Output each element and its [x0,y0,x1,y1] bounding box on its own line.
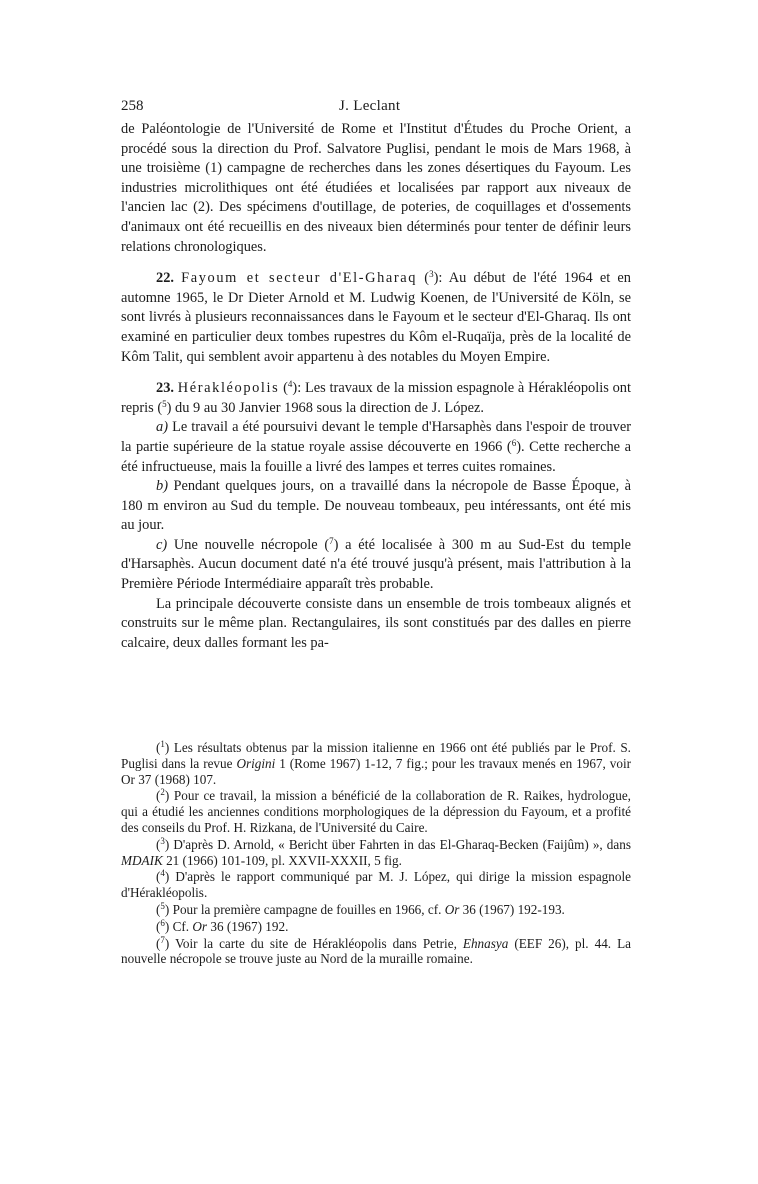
footnote-text: Pour la première campagne de fouilles en 1966, cf. [172,901,442,917]
running-author: J. Leclant [339,98,401,114]
section-22-number: 22. [156,270,174,287]
page-number: 258 [121,98,144,114]
footnote-italic: MDAIK [121,852,163,868]
note-ref: 3 [429,269,434,280]
footnote: ($^1$) Les résultats obtenus par la mission italienne en 1966 ont été publiés par le Prof. S. Puglisi dans la revue Origini 1 (Rome 1967) 1-12, 7 fig.; pour les travaux menés en 1967, voir Or 37 (1968) 107. [121,739,632,787]
item-a-text-end: . Cette recherche a été infructueuse, mais la fouille a livré des lampes et terres cuites romaines. [121,438,631,475]
footnote-mark: 7 [160,934,165,945]
footnote: ($^2$) Pour ce travail, la mission a bénéficié de la collaboration de R. Raikes, hydrologue, qui a étudié les anciennes conditions morphologiques de la dépression du Fayoum, et a profité des conseils du Prof. H. Rizkana, de l'Université du Caire. [121,787,631,835]
main-text [121,120,631,653]
footnote-mark: 1 [160,739,165,749]
section-22-title: Fayoum et secteur d'El-Gharaq [181,270,418,287]
running-header [121,98,631,120]
footnote-mark: 6 [160,917,165,928]
footnote-text: 21 (1966) 101-109, pl. XXVII-XXXII, 5 fig. [166,852,402,868]
section-23-intro-a: : Les travaux de la mission espagnole à Hérakléopolis ont repris [121,380,631,416]
footnotes [121,740,631,968]
section-22-paragraph: 22. Fayoum et secteur d'El-Gharaq ($^3$): Au début de l'été 1964 et en automne 1965, le Dr Dieter Arnold et M. Ludwig Koenen, de l'Université de Köln, se sont livrés à plusieurs reconnaissances dans le Fayoum et le secteur d'El-Gharaq. Ils ont examiné en particulier deux tombes rupestres du Kôm el-Ruqaïja, près de la localité de Kôm Talit, qui semblent avoir appartenu à des notables du Moyen Empire. [121,269,631,365]
note-ref: 6 [511,437,517,448]
footnote: ($^5$) Pour la première campagne de fouilles en 1966, cf. Or 36 (1967) 192-193. [156,900,565,917]
footnote: ($^3$) D'après D. Arnold, « Bericht über Fahrten in das El-Gharaq-Becken (Faijûm) », dans MDAIK 21 (1966) 101-109, pl. XXVII-XXXII, 5 fig. [121,835,631,868]
note-ref: 5 [162,398,167,409]
footnote-text: 36 (1967) 192-193. [462,901,565,917]
section-23-paragraph: 23. Hérakléopolis ($^4$): Les travaux de la mission espagnole à Hérakléopolis ont repris ($^5$) du 9 au 30 Janvier 1968 sous la direction de J. López. [121,379,631,416]
footnote: ($^6$) Cf. Or 36 (1967) 192. [156,917,289,934]
intro-paragraph: de Paléontologie de l'Université de Rome et l'Institut d'Études du Proche Orient, a procédé sous la direction du Prof. Salvatore Puglisi, pendant le mois de Mars 1968, à une troisième (1) campagne de recherches dans les zones désertiques du Fayoum. Les industries microlithiques ont été étudiées et localisées par rapport aux niveaux de l'ancien lac (2). Des spécimens d'outillage, de poteries, de coquillages et d'ossements d'animaux ont été recueillis en des niveaux bien déterminés pour tenter de définir leurs relations chronologiques. [121,121,631,255]
item-c-text: Une nouvelle nécropole [173,536,318,553]
footnote-text: (EEF 26), pl. 44. La nouvelle nécropole se trouve juste au Nord de la muraille romaine. [121,935,632,967]
footnote-mark: 3 [160,835,165,846]
footnote-text: Pour ce travail, la mission a bénéficié de la collaboration de R. Raikes, hydrologue, qui a étudié les anciennes conditions morphologiques de la dépression du Fayoum, et a profité des conseils du Prof. H. Rizkana, de l'Université du Caire. [121,788,631,835]
footnote-italic: Origini [236,755,276,771]
item-a-paragraph: a) Le travail a été poursuivi devant le temple d'Harsaphès dans l'espoir de trouver la partie supérieure de la statue royale assise découverte en 1966 ($^6$). Cette recherche a été infructueuse, mais la fouille a livré des lampes et terres cuites romaines. [121,419,631,475]
item-c-paragraph: c) Une nouvelle nécropole ($^7$) a été localisée à 300 m au Sud-Est du temple d'Harsaphès. Aucun document daté n'a été trouvé jusqu'à présent, mais l'attribution à la Première Période Intermédiaire apparaît très probable. [121,535,631,593]
section-23-intro-b: du 9 au 30 Janvier 1968 sous la direction de J. López. [175,399,484,416]
section-23-title: Hérakléopolis [177,380,280,397]
footnote: ($^4$) D'après le rapport communiqué par M. J. López, qui dirige la mission espagnole d'Hérakléopolis. [121,868,631,901]
footnote: ($^7$) Voir la carte du site de Hérakléopolis dans Petrie, Ehnasya (EEF 26), pl. 44. La nouvelle nécropole se trouve juste au Nord de la muraille romaine. [121,934,632,967]
item-b-paragraph [121,477,631,536]
section-22-text: : Au début de l'été 1964 et en automne 1965, le Dr Dieter Arnold et M. Ludwig Koenen, de l'Université de Köln, se sont livrés à plusieurs reconnaissances dans le Fayoum et le secteur d'El-Gharaq. Ils ont examiné en particulier deux tombes rupestres du Kôm el-Ruqaïja, près de la localité de Kôm Talit, qui semblent avoir appartenu à des notables du Moyen Empire. [121,270,631,365]
footnote-italic: Ehnasya [462,935,509,951]
footnote-italic: Or [444,901,460,917]
footnote-italic: Or [192,918,208,934]
item-b-text: Pendant quelques jours, on a travaillé dans la nécropole de Basse Époque, à 180 m environ au Sud du temple. De nouveau tombeaux, peu intéressants, ont été mis au jour. [121,478,631,534]
note-ref: 7 [329,535,334,546]
footnote-text: 36 (1967) 192. [210,918,289,934]
item-a-text: Le travail a été poursuivi devant le temple d'Harsaphès dans l'espoir de trouver la partie supérieure de la statue royale assise découverte en 1966 [121,419,631,455]
item-b-label: b) [156,478,168,495]
footnote-text: Voir la carte du site de Hérakléopolis dans Petrie, [175,935,457,951]
item-c-label: c) [156,536,168,553]
section-23-number: 23. [156,380,174,397]
footnote-mark: 5 [160,900,165,911]
footnote-text: D'après D. Arnold, « Bericht über Fahrten in das El-Gharaq-Becken (Faijûm) », dans [173,836,631,852]
footnote-text: Cf. [172,918,190,934]
footnote-text: D'après le rapport communiqué par M. J. López, qui dirige la mission espagnole d'Hérakléopolis. [121,869,631,901]
item-a-label: a) [156,419,168,436]
footnote-text: Les résultats obtenus par la mission italienne en 1966 ont été publiés par le Prof. S. Puglisi dans la revue [121,740,631,771]
footnote-mark: 2 [160,787,165,798]
footnote-text: 1 (Rome 1967) 1-12, 7 fig.; pour les travaux menés en 1967, voir Or 37 (1968) 107. [121,755,632,787]
final-paragraph: La principale découverte consiste dans un ensemble de trois tombeaux alignés et construits sur le même plan. Rectangulaires, ils sont constitués par des dalles en pierre calcaire, deux dalles formant les pa- [121,595,631,651]
footnote-mark: 4 [160,868,165,879]
note-ref: 4 [287,379,293,390]
item-c-text-end: a été localisée à 300 m au Sud-Est du temple d'Harsaphès. Aucun document daté n'a été trouvé jusqu'à présent, mais l'attribution à la Première Période Intermédiaire apparaît très probable. [121,536,631,593]
